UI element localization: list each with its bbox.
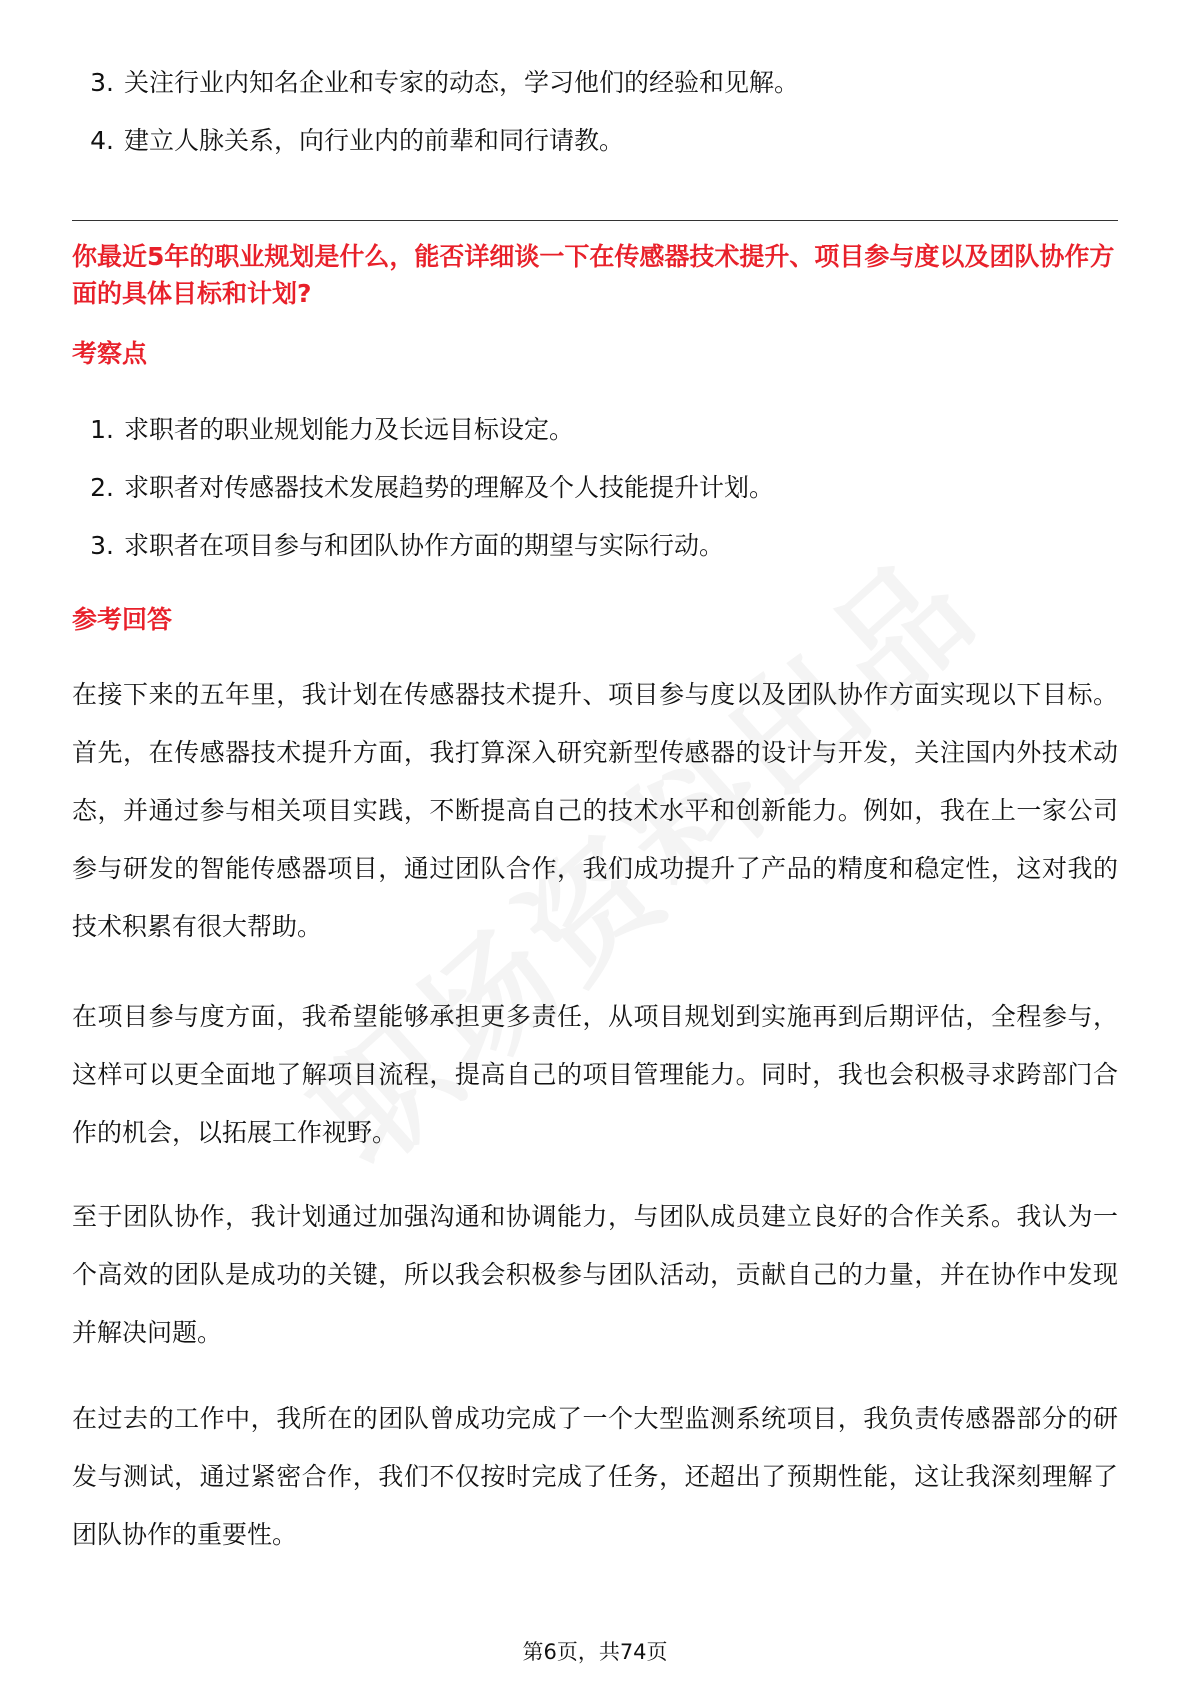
list-text: 求职者对传感器技术发展趋势的理解及个人技能提升计划。 [124, 473, 775, 502]
answer-paragraph [72, 666, 1118, 956]
answer-paragraph [72, 1188, 1118, 1362]
question-heading: 你最近5年的职业规划是什么，能否详细谈一下在传感器技术提升、项目参与度以及团队协作方面的具体目标和计划? [72, 242, 1115, 308]
list-number: 1. [90, 415, 114, 444]
answer-paragraph [72, 988, 1118, 1162]
document-page [72, 0, 1118, 1684]
list-number: 3. [90, 531, 114, 560]
list-item [72, 459, 1118, 517]
list-item [72, 517, 1118, 575]
list-text: 建立人脉关系，向行业内的前辈和同行请教。 [124, 126, 625, 155]
list-number: 2. [90, 473, 114, 502]
paragraph-text: 在接下来的五年里，我计划在传感器技术提升、项目参与度以及团队协作方面实现以下目标。首先，在传感器技术提升方面，我打算深入研究新型传感器的设计与开发，关注国内外技术动态，并通过参与相关项目实践，不断提高自己的技术水平和创新能力。例如，我在上一家公司参与研发的智能传感器项目，通过团队合作，我们成功提升了产品的精度和稳定性，这对我的技术积累有很大帮助。 [72, 680, 1118, 941]
list-text: 求职者在项目参与和团队协作方面的期望与实际行动。 [124, 531, 725, 560]
page-footer: 第6页，共74页 [522, 1640, 668, 1664]
paragraph-text: 至于团队协作，我计划通过加强沟通和协调能力，与团队成员建立良好的合作关系。我认为一个高效的团队是成功的关键，所以我会积极参与团队活动，贡献自己的力量，并在协作中发现并解决问题。 [72, 1202, 1118, 1347]
assessment-points-list [72, 401, 1118, 575]
section-divider [72, 220, 1118, 221]
list-item [72, 112, 1118, 170]
paragraph-text: 在过去的工作中，我所在的团队曾成功完成了一个大型监测系统项目，我负责传感器部分的研发与测试，通过紧密合作，我们不仅按时完成了任务，还超出了预期性能，这让我深刻理解了团队协作的重要性。 [72, 1404, 1118, 1549]
list-number: 4. [90, 126, 114, 155]
continued-list [72, 54, 1118, 170]
reference-answer-label: 参考回答 [72, 605, 173, 634]
assessment-points-label: 考察点 [72, 339, 148, 368]
answer-paragraph [72, 1390, 1118, 1564]
list-text: 求职者的职业规划能力及长远目标设定。 [124, 415, 575, 444]
list-text: 关注行业内知名企业和专家的动态，学习他们的经验和见解。 [124, 68, 800, 97]
list-item [72, 54, 1118, 112]
list-item [72, 401, 1118, 459]
paragraph-text: 在项目参与度方面，我希望能够承担更多责任，从项目规划到实施再到后期评估，全程参与，这样可以更全面地了解项目流程，提高自己的项目管理能力。同时，我也会积极寻求跨部门合作的机会，以拓展工作视野。 [72, 1002, 1118, 1147]
list-number: 3. [90, 68, 114, 97]
